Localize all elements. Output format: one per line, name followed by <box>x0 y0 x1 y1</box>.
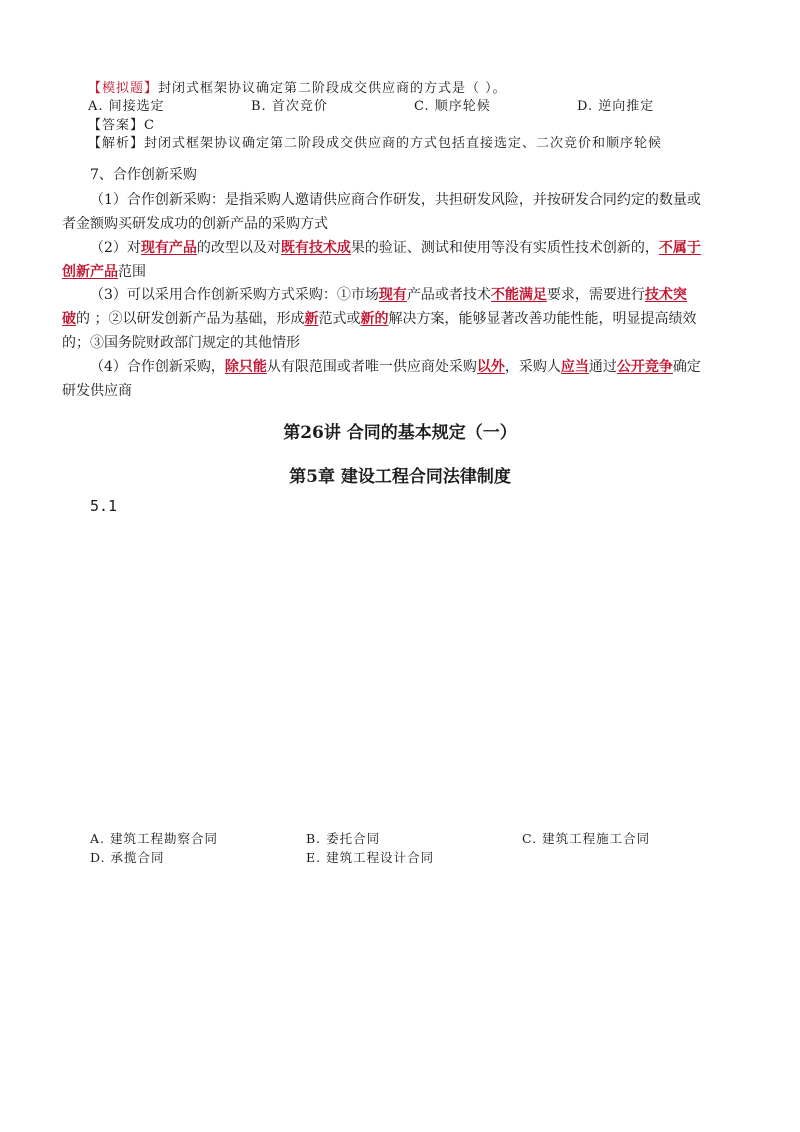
bottom-option-d: D. 承揽合同 <box>90 850 165 865</box>
bottom-option-e: E. 建筑工程设计合同 <box>306 850 435 865</box>
p4-text: （4）合作创新采购， <box>90 359 225 375</box>
option-d: D. 逆向推定 <box>577 99 655 114</box>
p4-line1 <box>90 356 701 376</box>
section-number: 5.1 <box>90 497 118 515</box>
p4-text: 通过 <box>588 359 617 375</box>
p2-text: （2）对 <box>90 240 141 256</box>
p3-highlight: 技术突 <box>644 287 687 303</box>
p3-line1 <box>90 284 687 304</box>
p2-highlight: 创新产品 <box>62 264 118 280</box>
p3-line2 <box>62 308 696 328</box>
p1-line1: （1）合作创新采购：是指采购人邀请供应商合作研发，共担研发风险，并按研发合同约定的数量或 <box>90 192 701 208</box>
bottom-option-a: A. 建筑工程勘察合同 <box>90 831 218 846</box>
p3-highlight: 新 <box>304 311 319 327</box>
section7-heading: 7、合作创新采购 <box>90 167 197 183</box>
chapter-title: 第5章 建设工程合同法律制度 <box>289 467 511 487</box>
p2-text: 的改型以及对 <box>196 240 281 256</box>
p3-highlight: 破 <box>62 311 76 327</box>
p3-text: 解决方案，能够显著改善功能性能，明显提高绩效 <box>388 311 697 327</box>
p2-highlight: 既有技术成 <box>280 240 351 256</box>
p1-line2: 者金额购买研发成功的创新产品的采购方式 <box>62 216 328 232</box>
bottom-option-b: B. 委托合同 <box>306 831 381 846</box>
analysis-line: 【解析】封闭式框架协议确定第二阶段成交供应商的方式包括直接选定、二次竞价和顺序轮候 <box>88 136 663 151</box>
p4-highlight: 应当 <box>560 359 589 375</box>
bottom-option-c: C. 建筑工程施工合同 <box>522 831 651 846</box>
option-c: C. 顺序轮候 <box>414 99 491 114</box>
p2-highlight: 现有产品 <box>140 240 197 256</box>
p2-text: 果的验证、测试和使用等没有实质性技术创新的， <box>350 240 659 256</box>
p4-text: 从有限范围或者唯一供应商处采购 <box>266 359 477 375</box>
option-a: A. 间接选定 <box>88 99 165 114</box>
p4-text: 确定 <box>672 359 701 375</box>
question-tag: 【模拟题】 <box>88 81 159 96</box>
answer-line: 【答案】C <box>88 118 155 133</box>
p3-highlight: 新的 <box>360 311 389 327</box>
p4-line2: 研发供应商 <box>62 383 132 399</box>
lecture-title: 第26讲 合同的基本规定（一） <box>283 423 517 443</box>
p3-text: 范式或 <box>318 311 361 327</box>
p3-highlight: 现有 <box>378 287 407 303</box>
p4-highlight: 以外 <box>476 359 505 375</box>
p3-text: （3）可以采用合作创新采购方式采购：①市场 <box>90 287 379 303</box>
p3-text: 产品或者技术 <box>406 287 491 303</box>
p2-text: 范围 <box>118 264 146 280</box>
option-b: B. 首次竞价 <box>251 99 328 114</box>
p4-highlight: 除只能 <box>224 359 267 375</box>
p2-highlight: 不属于 <box>658 240 701 256</box>
p3-line3: 的；③国务院财政部门规定的其他情形 <box>62 335 300 351</box>
p2-line1 <box>90 237 701 257</box>
p3-highlight: 不能满足 <box>490 287 547 303</box>
p3-text: 的 ；②以研发创新产品为基础，形成 <box>76 311 305 327</box>
question-line <box>88 77 507 96</box>
p2-line2 <box>62 261 146 281</box>
p4-text: ，采购人 <box>504 359 561 375</box>
question-text: 封闭式框架协议确定第二阶段成交供应商的方式是（ ）。 <box>158 81 507 96</box>
p4-highlight: 公开竞争 <box>616 359 673 375</box>
p3-text: 要求，需要进行 <box>546 287 645 303</box>
